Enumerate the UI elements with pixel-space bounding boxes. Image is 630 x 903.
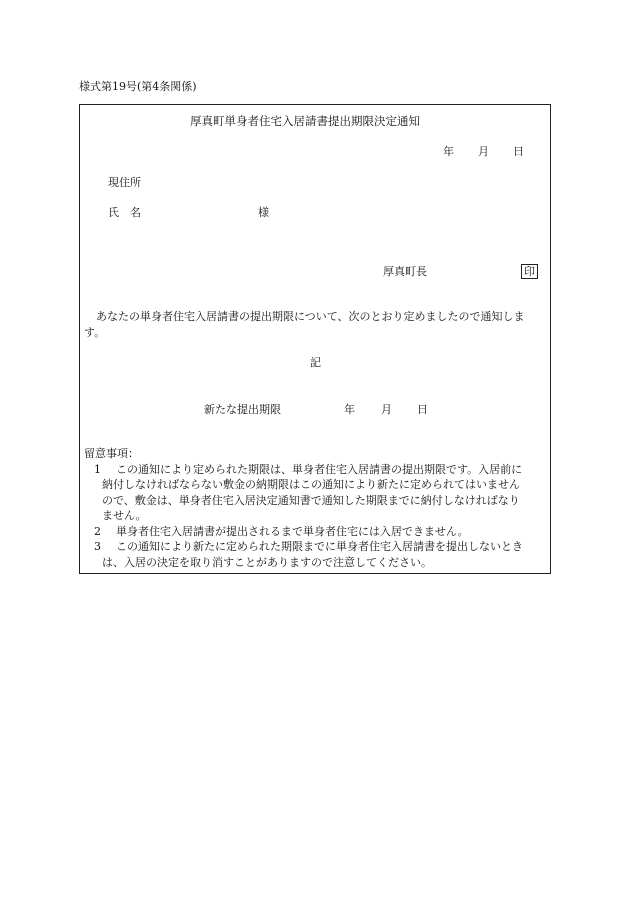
note-item-2 <box>84 524 546 540</box>
note-line: この通知により定められた期限は、単身者住宅入居請書の提出期限です。入居前に <box>116 462 523 476</box>
notes-section <box>84 446 546 570</box>
deadline-year-label: 年 <box>344 403 355 416</box>
note-item-3 <box>84 539 546 570</box>
document-title: 厚真町単身者住宅入居請書提出期限決定通知 <box>190 114 420 128</box>
deadline-day-label: 日 <box>417 403 428 416</box>
notes-heading: 留意事項： <box>84 447 139 460</box>
note-line: ので、敷金は、単身者住宅入居決定通知書で通知した期限までに納付しなければなり <box>102 493 520 507</box>
body-text-line-2: す。 <box>84 326 106 339</box>
body-text-line-1: あなたの単身者住宅入居請書の提出期限について、次のとおり定めましたので通知しま <box>96 310 525 323</box>
note-item-1 <box>84 462 546 524</box>
note-line: 納付しなければならない敷金の納期限はこの通知により新たに定められてはいません <box>102 478 520 491</box>
ki-label: 記 <box>310 356 321 369</box>
note-line: は、入居の決定を取り消すことがありますので注意してください。 <box>102 555 432 569</box>
date-year-label: 年 <box>443 145 454 158</box>
honorific-label: 様 <box>258 206 269 219</box>
note-line: ません。 <box>102 509 147 522</box>
note-number: 3 <box>94 540 101 553</box>
address-label: 現住所 <box>108 176 141 189</box>
sender-title: 厚真町長 <box>383 265 427 278</box>
seal-mark: 印 <box>521 264 538 279</box>
deadline-label: 新たな提出期限 <box>204 403 281 416</box>
date-day-label: 日 <box>513 145 524 158</box>
deadline-month-label: 月 <box>381 403 392 416</box>
note-number: 2 <box>94 524 101 538</box>
date-month-label: 月 <box>478 145 489 158</box>
note-number: 1 <box>94 462 101 476</box>
note-line: 単身者住宅入居請書が提出されるまで単身者住宅には入居できません。 <box>116 524 469 538</box>
form-number-label: 様式第19号(第4条関係) <box>79 80 197 93</box>
note-line: この通知により新たに定められた期限までに単身者住宅入居請書を提出しないとき <box>116 540 523 553</box>
name-label: 氏 名 <box>108 206 141 219</box>
